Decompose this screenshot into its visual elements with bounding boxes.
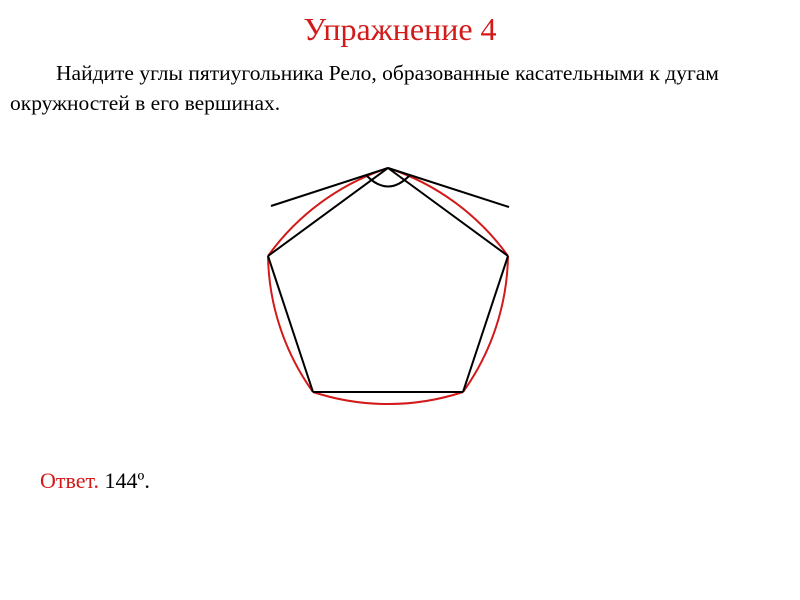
answer-value: 144º. bbox=[104, 468, 150, 493]
tangent-line-right bbox=[388, 168, 509, 207]
answer-line bbox=[40, 466, 150, 496]
problem-statement: Найдите углы пятиугольника Рело, образованные касательными к дугам окружностей в его вершинах. bbox=[10, 61, 719, 115]
reuleaux-arc-top-right bbox=[388, 168, 508, 256]
pentagon-side-top-left bbox=[268, 168, 388, 256]
pentagon-side-top-right bbox=[388, 168, 508, 256]
angle-marker-arc bbox=[366, 175, 410, 187]
pentagon-side-right bbox=[463, 256, 508, 392]
reuleaux-arc-top-left bbox=[268, 168, 388, 256]
slide-title: Упражнение 4 bbox=[303, 11, 497, 47]
reuleaux-arc-left bbox=[268, 256, 313, 392]
answer-label: Ответ. bbox=[40, 468, 99, 493]
reuleaux-arc-bottom bbox=[313, 392, 463, 404]
reuleaux-arc-right bbox=[463, 256, 508, 392]
tangent-line-left bbox=[271, 168, 388, 206]
pentagon-side-left bbox=[268, 256, 313, 392]
